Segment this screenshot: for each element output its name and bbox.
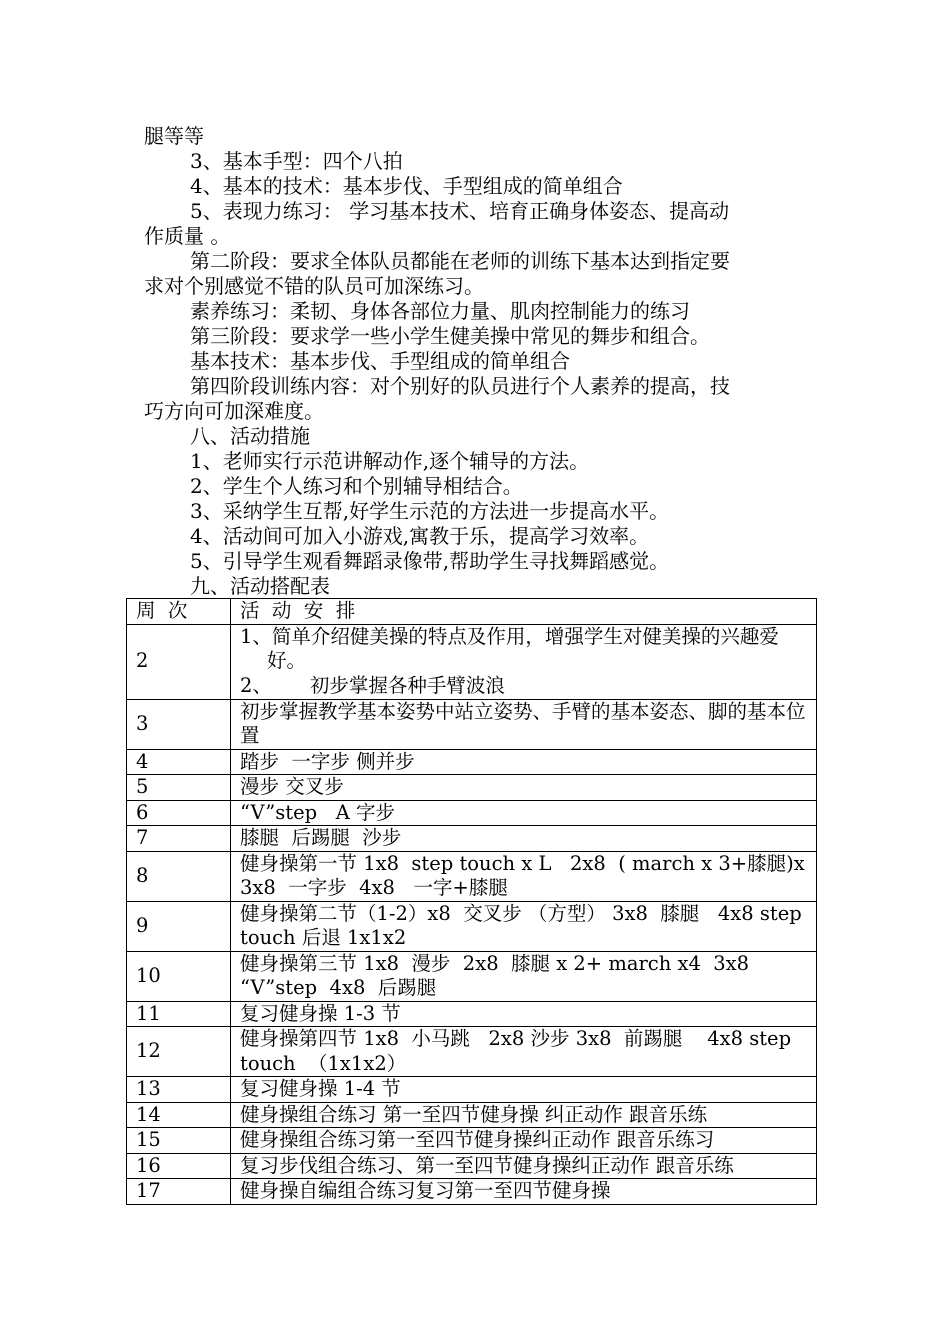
week-cell: 15 xyxy=(127,1128,231,1154)
activity-cell: 健身操组合练习 第一至四节健身操 纠正动作 跟音乐练 xyxy=(231,1102,817,1128)
table-row xyxy=(127,851,817,901)
activity-cell: 健身操第三节 1x8 漫步 2x8 膝腿 x 2+ march x4 3x8 “V”step 4x8 后踢腿 xyxy=(231,951,817,1001)
activity-cell: 健身操第二节（1-2）x8 交叉步 （方型） 3x8 膝腿 4x8 step touch 后退 1x1x2 xyxy=(231,901,817,951)
table-header-row xyxy=(127,599,817,625)
paragraph-line: 腿等等 xyxy=(144,124,204,148)
paragraph-line: 求对个别感觉不错的队员可加深练习。 xyxy=(144,274,484,298)
week-cell: 9 xyxy=(127,901,231,951)
activity-cell: 漫步 交叉步 xyxy=(231,775,817,801)
week-cell: 17 xyxy=(127,1179,231,1205)
table-row xyxy=(127,800,817,826)
table-row xyxy=(127,1077,817,1103)
activity-cell: 健身操第一节 1x8 step touch x L 2x8 ( march x 3+膝腿)x 3x8 一字步 4x8 一字+膝腿 xyxy=(231,851,817,901)
paragraph-line: 5、表现力练习： 学习基本技术、培育正确身体姿态、提高动 xyxy=(190,199,730,223)
activity-cell: 健身操自编组合练习复习第一至四节健身操 xyxy=(231,1179,817,1205)
activity-cell: 初步掌握教学基本姿势中站立姿势、手臂的基本姿态、脚的基本位置 xyxy=(231,699,817,749)
week-cell: 11 xyxy=(127,1001,231,1027)
activity-schedule-table xyxy=(126,598,817,1205)
activity-item-1: 1、简单介绍健美操的特点及作用，增强学生对健美操的兴趣爱 好。 xyxy=(240,624,779,673)
activity-item-2: 2、 初步掌握各种手臂波浪 xyxy=(240,673,505,697)
paragraph-line: 第二阶段：要求全体队员都能在老师的训练下基本达到指定要 xyxy=(190,249,730,273)
paragraph-line: 素养练习：柔韧、身体各部位力量、肌肉控制能力的练习 xyxy=(190,299,690,323)
week-cell: 8 xyxy=(127,851,231,901)
week-cell: 4 xyxy=(127,749,231,775)
table-row xyxy=(127,1128,817,1154)
week-cell: 3 xyxy=(127,699,231,749)
table-row xyxy=(127,624,817,699)
week-cell: 10 xyxy=(127,951,231,1001)
paragraph-line: 3、采纳学生互帮,好学生示范的方法进一步提高水平。 xyxy=(190,499,670,523)
activity-cell: 复习健身操 1-3 节 xyxy=(231,1001,817,1027)
header-activity: 活 动 安 排 xyxy=(231,599,817,625)
paragraph-line: 4、基本的技术：基本步伐、手型组成的简单组合 xyxy=(190,174,623,198)
paragraph-line: 基本技术：基本步伐、手型组成的简单组合 xyxy=(190,349,570,373)
week-cell: 7 xyxy=(127,826,231,852)
week-cell: 5 xyxy=(127,775,231,801)
table-row xyxy=(127,951,817,1001)
paragraph-line: 4、活动间可加入小游戏,寓教于乐，提高学习效率。 xyxy=(190,524,650,548)
paragraph-line: 3、基本手型：四个八拍 xyxy=(190,149,403,173)
paragraph-line: 九、活动搭配表 xyxy=(190,574,330,598)
activity-cell: 健身操组合练习第一至四节健身操纠正动作 跟音乐练习 xyxy=(231,1128,817,1154)
paragraph-line: 2、学生个人练习和个别辅导相结合。 xyxy=(190,474,523,498)
paragraph-line: 1、老师实行示范讲解动作,逐个辅导的方法。 xyxy=(190,449,590,473)
table-row xyxy=(127,901,817,951)
activity-cell: 复习健身操 1-4 节 xyxy=(231,1077,817,1103)
week-cell: 2 xyxy=(127,624,231,699)
week-cell: 12 xyxy=(127,1027,231,1077)
paragraph-line: 第四阶段训练内容：对个别好的队员进行个人素养的提高，技 xyxy=(190,374,730,398)
header-week: 周 次 xyxy=(127,599,231,625)
paragraph-line: 巧方向可加深难度。 xyxy=(144,399,324,423)
table-row xyxy=(127,1027,817,1077)
table-row xyxy=(127,1153,817,1179)
paragraph-line: 第三阶段：要求学一些小学生健美操中常见的舞步和组合。 xyxy=(190,324,710,348)
activity-cell: 健身操第四节 1x8 小马跳 2x8 沙步 3x8 前踢腿 4x8 step touch （1x1x2） xyxy=(231,1027,817,1077)
table-row xyxy=(127,1102,817,1128)
activity-cell: 踏步 一字步 侧并步 xyxy=(231,749,817,775)
activity-cell: 膝腿 后踢腿 沙步 xyxy=(231,826,817,852)
table-row xyxy=(127,1001,817,1027)
table-row xyxy=(127,1179,817,1205)
table-row xyxy=(127,699,817,749)
activity-cell: “V”step A 字步 xyxy=(231,800,817,826)
table-row xyxy=(127,826,817,852)
table-row xyxy=(127,749,817,775)
paragraph-line: 八、活动措施 xyxy=(190,424,310,448)
week-cell: 14 xyxy=(127,1102,231,1128)
activity-cell xyxy=(231,624,817,699)
activity-cell: 复习步伐组合练习、第一至四节健身操纠正动作 跟音乐练 xyxy=(231,1153,817,1179)
week-cell: 6 xyxy=(127,800,231,826)
paragraph-line: 5、引导学生观看舞蹈录像带,帮助学生寻找舞蹈感觉。 xyxy=(190,549,670,573)
table-row xyxy=(127,775,817,801)
week-cell: 13 xyxy=(127,1077,231,1103)
paragraph-line: 作质量 。 xyxy=(144,224,231,248)
week-cell: 16 xyxy=(127,1153,231,1179)
